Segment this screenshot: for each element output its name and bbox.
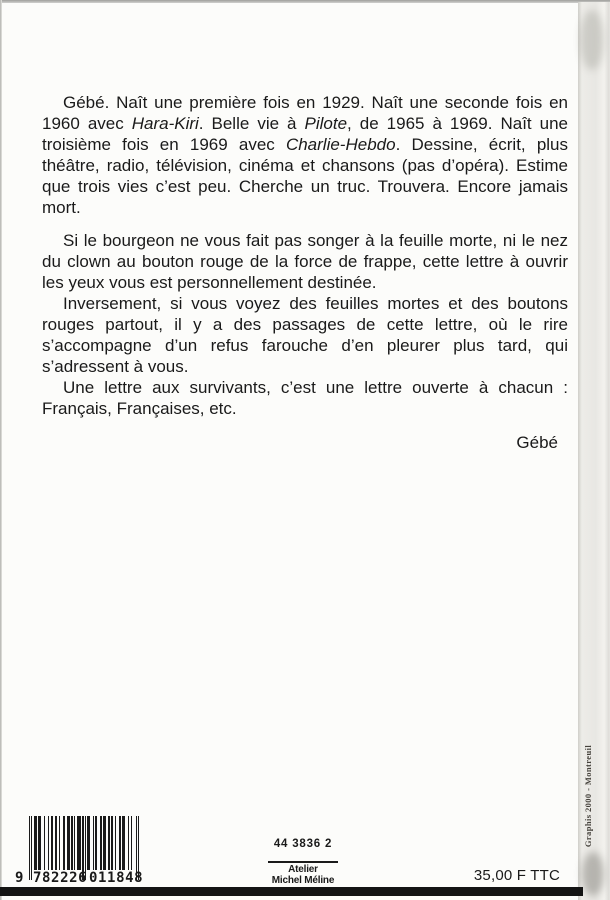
bio-text-3: , de 1965 à 1969. Naît une troisième fois en 1969 avec [42,114,568,154]
ean13-barcode [15,816,144,888]
barcode-bar [131,816,132,870]
barcode-bar [51,816,53,870]
magazine-title-pilote: Pilote [304,114,348,133]
barcode-bar [122,816,125,870]
barcode-bar [128,816,129,870]
barcode-bar [93,816,94,870]
barcode-bar [55,816,57,870]
barcode-bar [38,816,40,870]
barcode-bar [87,816,90,870]
printer-credit: Graphis 2000 - Montreuil [583,744,593,848]
publisher-name-line1: Atelier [288,864,318,875]
barcode-bar [67,816,69,870]
barcode-bar [111,816,112,870]
barcode-bar [100,816,102,870]
barcode-bar [95,816,97,870]
barcode-bar [48,816,49,870]
barcode-digit-first: 9 [15,870,25,886]
barcode-bar [74,816,75,870]
edge-smudge-bottom [582,852,604,896]
letter-paragraph-2: Inversement, si vous voyez des feuilles mortes et des boutons rouges partout, il y a des passages de cette lettre, où le rire s’accompagne d’un refus farouche d’en pleurer plus tard, qui s’adressent à vous. [42,294,568,376]
barcode-bar [103,816,105,870]
author-signature: Gébé [516,433,558,452]
letter-paragraph-3: Une lettre aux survivants, c’est une lettre ouverte à chacun : Français, Françaises, etc. [42,378,568,418]
barcode-bar [34,816,37,870]
print-code: 44 3836 2 [273,838,333,850]
barcode-bar [115,816,116,870]
back-cover-text [42,92,568,453]
bio-text-4: . Dessine, écrit, plus théâtre, radio, télévision, cinéma et chansons (pas d’opéra). Estime que trois vies c’est peu. Cherche un truc. Trouvera. Encore jamais mort. [42,135,569,217]
magazine-title-charlie-hebdo: Charlie-Hebdo [285,135,396,154]
barcode-bar [71,816,73,870]
barcode-bar [63,816,65,870]
letter-paragraph-1: Si le bourgeon ne vous fait pas songer à la feuille morte, ni le nez du clown au bouton rouge de la force de frappe, cette lettre à ouvrir les yeux vous est personnellement destinée. [42,231,568,292]
publisher-rule-line [268,861,338,863]
bio-text-1: Gébé. Naît une première fois en 1929. Naît une seconde fois en 1960 avec [42,93,568,133]
barcode-digits-left: 782226 [33,870,88,886]
price-label: 35,00 F TTC [473,867,560,884]
barcode-bar [119,816,120,870]
barcode-bar [44,816,45,870]
barcode-bar [77,816,82,870]
publisher-logo [243,861,363,886]
barcode-bar [59,816,60,870]
top-edge-shadow [0,0,610,3]
barcode-bar [29,816,30,880]
publisher-name-line2: Michel Méline [271,874,335,886]
left-edge-shadow [0,0,2,900]
magazine-title-hara-kiri: Hara-Kiri [131,114,199,133]
barcode-bar [108,816,110,870]
bio-paragraph [42,92,568,218]
barcode-digits-right: 011848 [89,870,144,886]
bio-text-2: . Belle vie à [198,114,305,133]
bottom-black-bar [0,887,583,896]
edge-smudge-top [580,10,604,70]
